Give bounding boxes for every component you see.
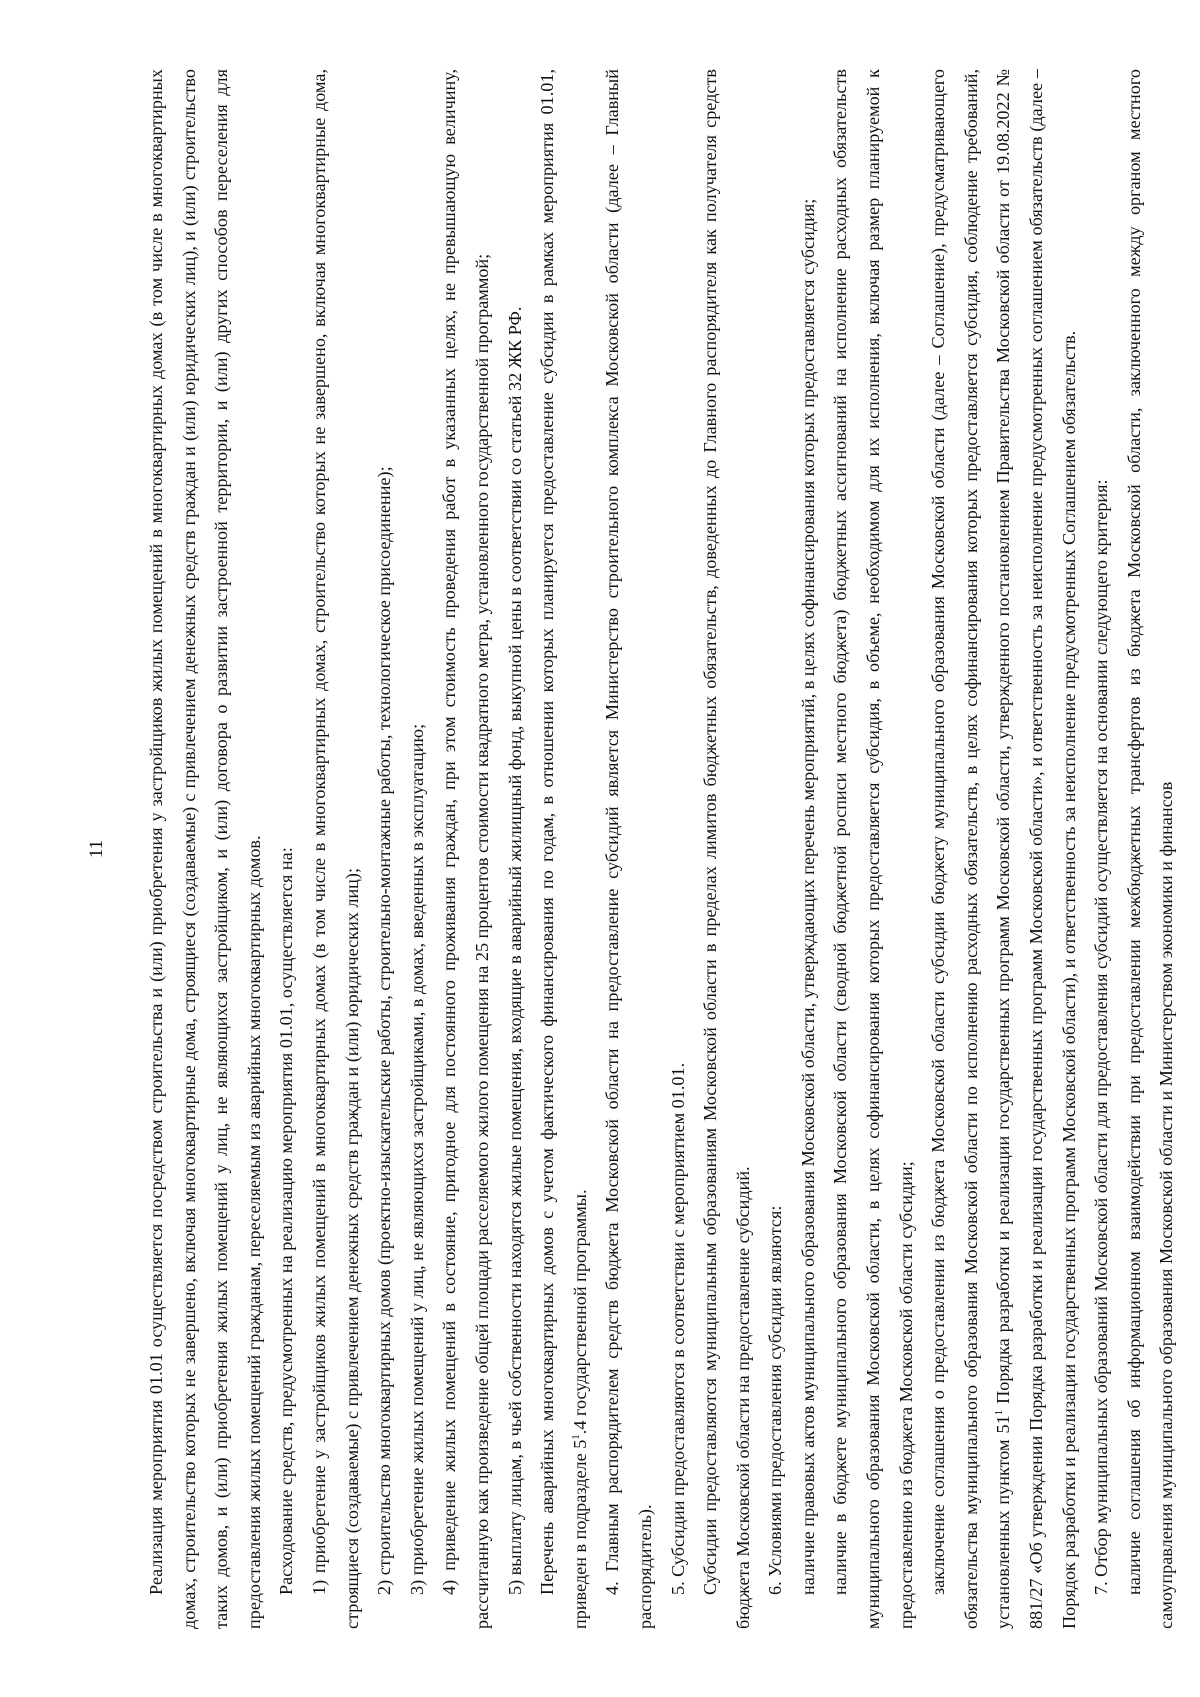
page-number: 11 bbox=[86, 839, 107, 858]
condition-3 bbox=[922, 69, 1085, 1629]
clause-5: 5. Субсидии предоставляются в соответствии с мероприятием 01.01. bbox=[667, 1062, 688, 1595]
paragraph-3 bbox=[531, 69, 596, 1629]
list-item-2: 2) строительство многоквартирных домов (проектно-изыскательские работы, строительно-монтажные работы, технологическое присоединение); bbox=[374, 465, 395, 1595]
list-item-5: 5) выплату лицам, в чьей собственности находятся жилые помещения, входящие в аварийный жилищный фонд, выкупной цены в соответствии со статьей 32 ЖК РФ. bbox=[504, 306, 525, 1595]
paragraph-2: Расходование средств, предусмотренных на реализацию мероприятия 01.01, осуществляется на: bbox=[276, 846, 297, 1595]
condition-3-text: заключение соглашения о предоставлении из бюджета Московской области субсидии бюджету муниципального образования Московской области (далее – Соглашение), предусматривающего обязательства муниципального образования Московской области по исполнению расходных обязательств, в целях софинансирования которых предоставляется субсидия, соблюдение требований, установленных пунктом 51 bbox=[928, 68, 1014, 1629]
condition-3-tail: Порядка разработки и реализации государственных программ Московской области, утвержденного постановлением Правительства Московской области от 19.08.2022 № 881/27 «Об утверждении Порядка разработки и реализации государственных программ Московской области», и ответственность за неисполнение предусмотренных соглашением обязательств (далее – Порядок разработки и реализации государственных программ Московской области), и ответственность за неисполнение предусмотренных Соглашением обязательств. bbox=[993, 68, 1079, 1629]
rotated-content bbox=[80, 68, 1177, 1629]
list-item-3: 3) приобретение жилых помещений у лиц, не являющихся застройщиками, в домах, введенных в эксплуатацию; bbox=[406, 723, 427, 1595]
criterion-1: наличие соглашения об информационном взаимодействии при предоставлении межбюджетных трансфертов из бюджета Московской области, заключенного между органом местного самоуправления муниципального образования Московской области и Министерством экономики и финансов bbox=[1123, 68, 1177, 1629]
paragraph-1: Реализация мероприятия 01.01 осуществляется посредством строительства и (или) приобретения у застройщиков жилых помещений в многоквартирных домах (в том числе в многоквартирных домах, строительство которых не завершено, включая многоквартирные дома, строящиеся (создаваемые) с привлечением денежных средств граждан и (или) юридических лиц), и (или) строительство таких домов, и (или) приобретения жилых помещений у лиц, не являющихся застройщиком, и (или) договора о развитии застроенной территории, и (или) других способов переселения для предоставления жилых помещений гражданам, переселяемым из аварийных многоквартирных домов. bbox=[146, 68, 264, 1629]
paragraph-3-tail: .4 государственной программы. bbox=[569, 1189, 590, 1434]
body-text bbox=[140, 68, 1177, 1629]
list-item-4: 4) приведение жилых помещений в состояние, пригодное для постоянного проживания граждан, при этом стоимость проведения работ в указанных целях, не превышающую величину, рассчитанную как произведение общей площади расселяемого жилого помещения на 25 процентов стоимости квадратного метра, установленного государственной программой; bbox=[439, 68, 492, 1629]
superscript: 1 bbox=[569, 1433, 582, 1440]
list-item-1: 1) приобретение у застройщиков жилых помещений в многоквартирных домах (в том числе в многоквартирных домах, строительство которых не завершено, включая многоквартирные дома, строящиеся (создаваемые) с привлечением денежных средств граждан и (или) юридических лиц); bbox=[308, 68, 362, 1629]
clause-6: 6. Условиями предоставления субсидии являются: bbox=[765, 1205, 786, 1595]
paragraph-4: Субсидии предоставляются муниципальным образованиям Московской области в пределах лимитов бюджетных обязательств, доведенных до Главного распорядителя как получателя средств бюджета Московской области на предоставление субсидий. bbox=[700, 68, 753, 1629]
paragraph-3-text: Перечень аварийных многоквартирных домов с учетом фактического финансирования по годам, в отношении которых планируется предоставление субсидии в рамках мероприятия 01.01, приведен в подразделе 5 bbox=[537, 68, 590, 1629]
clause-7: 7. Отбор муниципальных образований Московской области для предоставления субсидий осуществляется на основании следующего критерия: bbox=[1091, 478, 1112, 1595]
superscript: 1 bbox=[993, 1409, 1006, 1415]
clause-4: 4. Главным распорядителем средств бюджета Московской области на предоставление субсидий является Министерство строительного комплекса Московской области (далее – Главный распорядитель). bbox=[602, 68, 655, 1629]
condition-1: наличие правовых актов муниципального образования Московской области, утверждающих перечень мероприятий, в целях софинансирования которых предоставляется субсидия; bbox=[797, 198, 818, 1595]
condition-2: наличие в бюджете муниципального образования Московской области (сводной бюджетной росписи местного бюджета) бюджетных ассигнований на исполнение расходных обязательств муниципального образования Московской области, в целях софинансирования которых предоставляется субсидия, в объеме, необходимом для их исполнения, включая размер планируемой к предоставлению из бюджета Московской области субсидии; bbox=[830, 68, 916, 1629]
